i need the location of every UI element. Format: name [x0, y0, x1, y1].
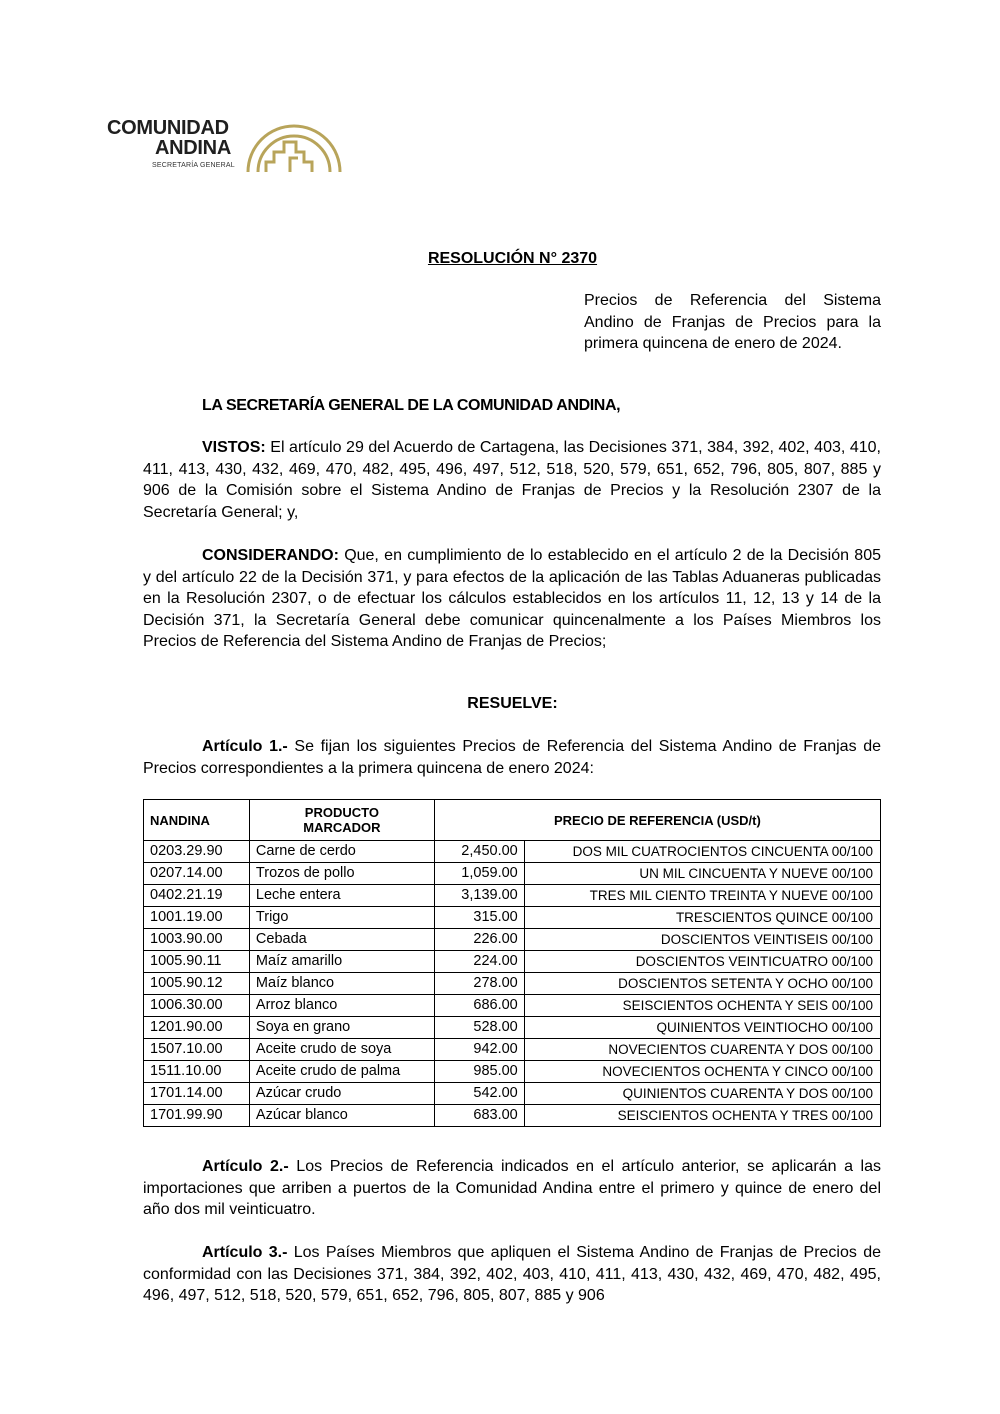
nandina-cell: 0203.29.90 — [144, 841, 250, 863]
producto-cell: Aceite crudo de palma — [249, 1061, 434, 1083]
precio-letras-cell: NOVECIENTOS OCHENTA Y CINCO 00/100 — [524, 1061, 880, 1083]
table-row — [144, 841, 881, 863]
precio-cell: 683.00 — [434, 1105, 524, 1127]
precio-letras-cell: TRES MIL CIENTO TREINTA Y NUEVE 00/100 — [524, 885, 880, 907]
precio-letras-cell: QUINIENTOS VEINTIOCHO 00/100 — [524, 1017, 880, 1039]
issuer-heading: LA SECRETARÍA GENERAL DE LA COMUNIDAD ANDINA, — [202, 397, 621, 414]
nandina-cell: 1201.90.00 — [144, 1017, 250, 1039]
nandina-cell: 0402.21.19 — [144, 885, 250, 907]
considerando-label: CONSIDERANDO: — [202, 547, 339, 564]
precio-cell: 985.00 — [434, 1061, 524, 1083]
resolution-title: RESOLUCIÓN N° 2370 — [427, 250, 598, 267]
precio-cell: 278.00 — [434, 973, 524, 995]
considerando-paragraph — [143, 545, 881, 653]
precio-cell: 542.00 — [434, 1083, 524, 1105]
precio-letras-cell: QUINIENTOS CUARENTA Y DOS 00/100 — [524, 1083, 880, 1105]
table-row — [144, 1105, 881, 1127]
table-row — [144, 907, 881, 929]
table-row — [144, 1017, 881, 1039]
table-row — [144, 951, 881, 973]
articulo1-paragraph — [143, 736, 881, 779]
precio-letras-cell: DOSCIENTOS VEINTISEIS 00/100 — [524, 929, 880, 951]
vistos-text: El artículo 29 del Acuerdo de Cartagena, las Decisiones 371, 384, 392, 402, 403, 410, 411, 413, 430, 432, 469, 470, 482, 495, 496, 497, 512, 518, 520, 579, 651, 652, 796, 805, 807, 885 y 906 de la Comisión sobre el Sistema Andino de Franjas de Precios y la Resolución 2307 de la Secretaría General; y, — [143, 439, 881, 521]
producto-cell: Leche entera — [249, 885, 434, 907]
table-row — [144, 1083, 881, 1105]
nandina-cell: 1005.90.11 — [144, 951, 250, 973]
reference-prices-table — [143, 799, 881, 1127]
precio-letras-cell: DOSCIENTOS SETENTA Y OCHO 00/100 — [524, 973, 880, 995]
considerando-text: Que, en cumplimiento de lo establecido en el artículo 2 de la Decisión 805 y del artículo 22 de la Decisión 371, y para efectos de la aplicación de las Tablas Aduaneras publicadas en la Resolución 2307, o de efectuar los cálculos establecidos en los artículos 11, 12, 13 y 14 de la Decisión 371, la Secretaría General debe comunicar quincenalmente a los Países Miembros los Precios de Referencia del Sistema Andino de Franjas de Precios; — [143, 547, 881, 650]
table-row — [144, 1061, 881, 1083]
logo-line3: SECRETARÍA GENERAL — [152, 162, 235, 169]
table-row — [144, 929, 881, 951]
precio-letras-cell: SEISCIENTOS OCHENTA Y TRES 00/100 — [524, 1105, 880, 1127]
precio-letras-cell: NOVECIENTOS CUARENTA Y DOS 00/100 — [524, 1039, 880, 1061]
articulo2-text: Los Precios de Referencia indicados en el artículo anterior, se aplicarán a las importaciones que arriben a puertos de la Comunidad Andina entre el primero y quince de enero del año dos mil veinticuatro. — [143, 1158, 882, 1218]
table-row — [144, 973, 881, 995]
articulo3-paragraph — [143, 1242, 881, 1307]
producto-cell: Azúcar crudo — [249, 1083, 434, 1105]
nandina-cell: 1507.10.00 — [144, 1039, 250, 1061]
precio-cell: 528.00 — [434, 1017, 524, 1039]
precio-letras-cell: TRESCIENTOS QUINCE 00/100 — [524, 907, 880, 929]
table-row — [144, 863, 881, 885]
nandina-cell: 1005.90.12 — [144, 973, 250, 995]
precio-cell: 942.00 — [434, 1039, 524, 1061]
articulo3-label: Artículo 3.- — [202, 1244, 288, 1261]
producto-cell: Azúcar blanco — [249, 1105, 434, 1127]
nandina-cell: 1701.99.90 — [144, 1105, 250, 1127]
nandina-cell: 1006.30.00 — [144, 995, 250, 1017]
table-row — [144, 885, 881, 907]
precio-letras-cell: UN MIL CINCUENTA Y NUEVE 00/100 — [524, 863, 880, 885]
vistos-paragraph — [143, 437, 881, 523]
producto-cell: Maíz amarillo — [249, 951, 434, 973]
table-header-row — [144, 800, 881, 841]
precio-cell: 224.00 — [434, 951, 524, 973]
resolution-subject: Precios de Referencia del Sistema Andino de Franjas de Precios para la primera quincena de enero de 2024. — [584, 292, 881, 352]
precio-cell: 315.00 — [434, 907, 524, 929]
comunidad-andina-logo — [107, 118, 347, 176]
nandina-cell: 1001.19.00 — [144, 907, 250, 929]
articulo3-text: Los Países Miembros que apliquen el Sistema Andino de Franjas de Precios de conformidad con las Decisiones 371, 384, 392, 402, 403, 410, 411, 413, 430, 432, 469, 470, 482, 495, 496, 497, 512, 518, 520, 579, 651, 652, 796, 805, 807, 885 y 906 — [143, 1244, 881, 1304]
producto-cell: Aceite crudo de soya — [249, 1039, 434, 1061]
precio-cell: 3,139.00 — [434, 885, 524, 907]
producto-cell: Trozos de pollo — [249, 863, 434, 885]
producto-cell: Soya en grano — [249, 1017, 434, 1039]
producto-cell: Cebada — [249, 929, 434, 951]
resuelve-heading: RESUELVE: — [467, 695, 558, 712]
precio-letras-cell: DOS MIL CUATROCIENTOS CINCUENTA 00/100 — [524, 841, 880, 863]
nandina-cell: 1701.14.00 — [144, 1083, 250, 1105]
precio-cell: 226.00 — [434, 929, 524, 951]
nandina-cell: 1511.10.00 — [144, 1061, 250, 1083]
precio-letras-cell: DOSCIENTOS VEINTICUATRO 00/100 — [524, 951, 880, 973]
producto-cell: Trigo — [249, 907, 434, 929]
table-row — [144, 995, 881, 1017]
articulo2-paragraph — [143, 1156, 881, 1221]
nandina-cell: 1003.90.00 — [144, 929, 250, 951]
table-body — [144, 841, 881, 1127]
articulo1-text: Se fijan los siguientes Precios de Referencia del Sistema Andino de Franjas de Precios correspondientes a la primera quincena de enero 2024: — [143, 738, 882, 777]
logo-line1: COMUNIDAD — [107, 117, 229, 139]
header-producto: PRODUCTO MARCADOR — [249, 800, 434, 841]
articulo1-label: Artículo 1.- — [202, 738, 288, 755]
nandina-cell: 0207.14.00 — [144, 863, 250, 885]
producto-cell: Arroz blanco — [249, 995, 434, 1017]
producto-cell: Carne de cerdo — [249, 841, 434, 863]
producto-cell: Maíz blanco — [249, 973, 434, 995]
andean-steps-icon — [244, 118, 344, 174]
header-precio: PRECIO DE REFERENCIA (USD/t) — [434, 800, 880, 841]
vistos-label: VISTOS: — [202, 439, 266, 456]
precio-cell: 1,059.00 — [434, 863, 524, 885]
articulo2-label: Artículo 2.- — [202, 1158, 289, 1175]
header-nandina: NANDINA — [144, 800, 250, 841]
precio-cell: 2,450.00 — [434, 841, 524, 863]
precio-letras-cell: SEISCIENTOS OCHENTA Y SEIS 00/100 — [524, 995, 880, 1017]
table-row — [144, 1039, 881, 1061]
logo-line2: ANDINA — [155, 137, 231, 159]
precio-cell: 686.00 — [434, 995, 524, 1017]
